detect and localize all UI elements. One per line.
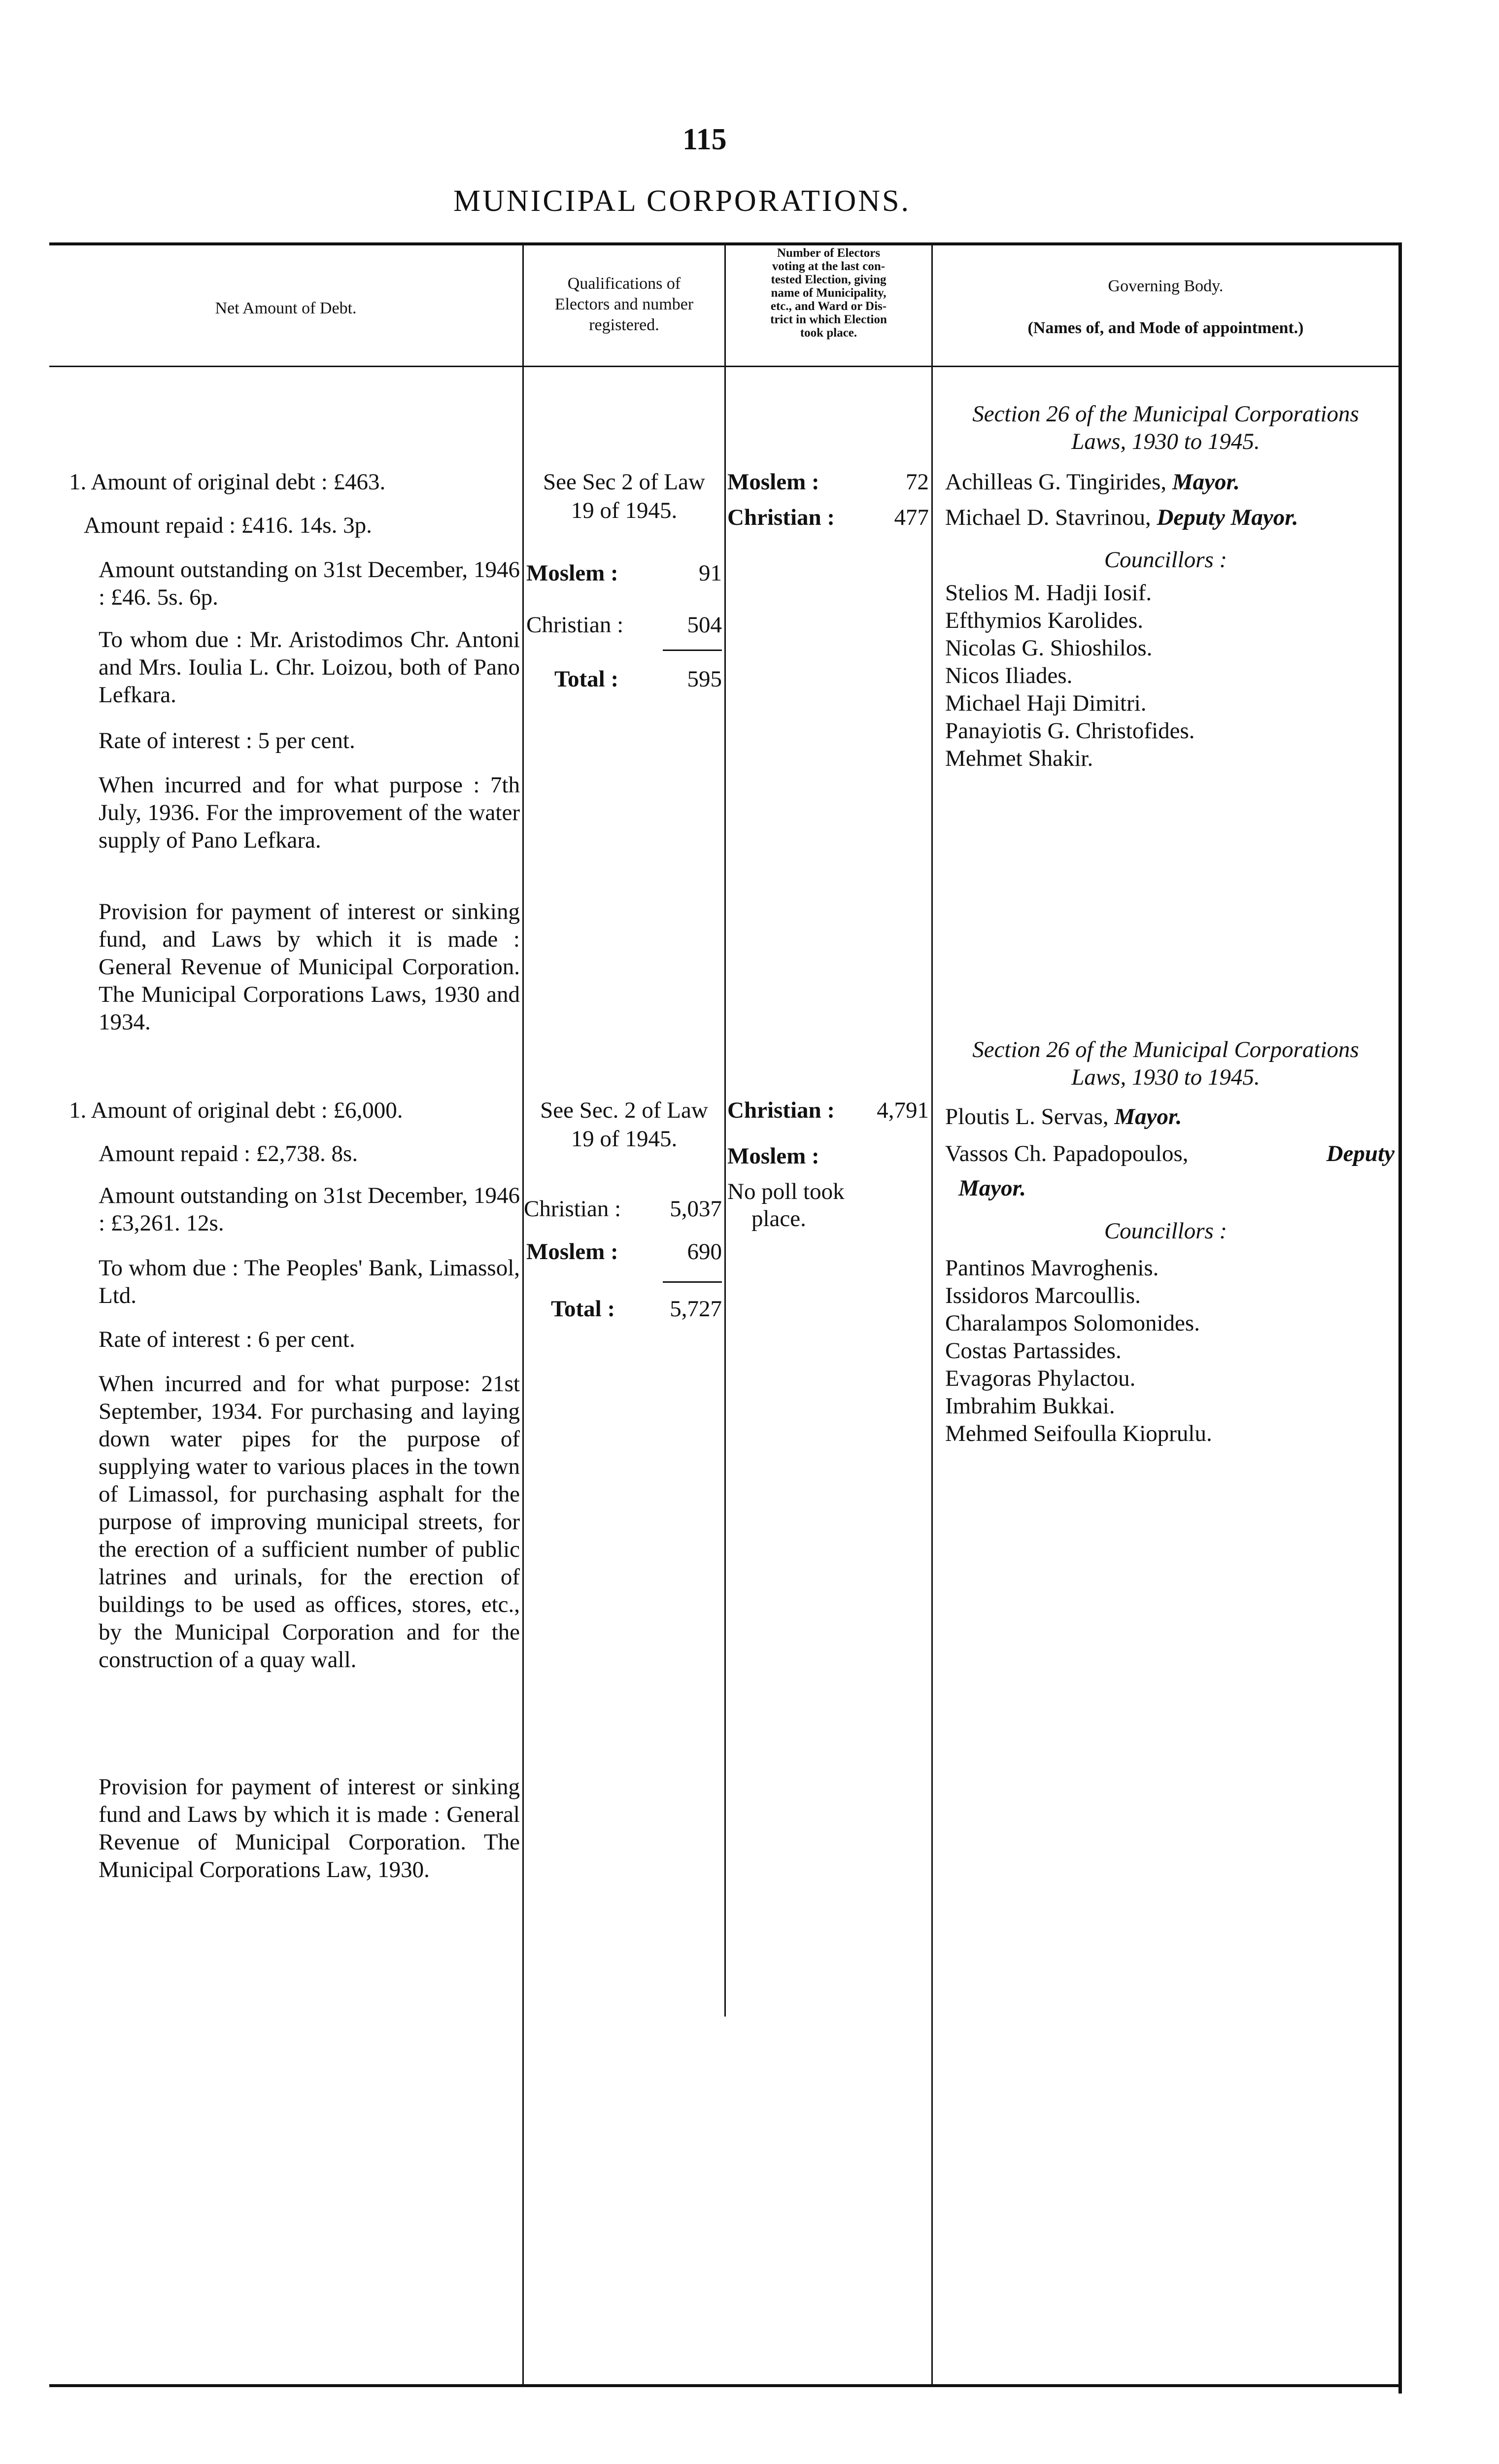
- qual-see-law: See Sec 2 of Law: [543, 469, 705, 495]
- qual-total-label: Total :: [551, 1296, 615, 1322]
- debt-provision: Provision for payment of interest or sinking fund, and Laws by which it is made : General Revenue of Municipal Corporation. The Municipal Corporations Laws, 1930 and 1934.: [99, 899, 520, 1035]
- qual-total-value: 595: [687, 666, 722, 692]
- gov-deputy: [945, 504, 1298, 531]
- header-voters-line: tested Election, giving: [771, 273, 886, 286]
- councillor: Issidoros Marcoullis.: [945, 1283, 1141, 1308]
- gov-mayor-name: Achilleas G. Tingirides,: [945, 469, 1167, 495]
- header-voters-line: trict in which Election: [770, 313, 887, 326]
- gov-mayor-name: Ploutis L. Servas,: [945, 1104, 1109, 1129]
- gov-deputy-role-2: Mayor.: [958, 1175, 1026, 1201]
- voters-christian-value: 4,791: [877, 1097, 929, 1123]
- qual-row-label: Moslem :: [526, 560, 618, 586]
- qual-row-value: 690: [687, 1239, 722, 1265]
- total-rule: [663, 1281, 722, 1283]
- councillor: Mehmed Seifoulla Kioprulu.: [945, 1421, 1212, 1446]
- councillor: Imbrahim Bukkai.: [945, 1393, 1115, 1419]
- voters-moslem-label: Moslem :: [727, 1143, 819, 1169]
- gov-mayor: [945, 1103, 1182, 1130]
- councillor: Stelios M. Hadji Iosif.: [945, 580, 1152, 606]
- debt-original: 1. Amount of original debt : £463.: [69, 469, 386, 495]
- qual-see-law-2: 19 of 1945.: [571, 1126, 678, 1152]
- gov-section-line: Laws, 1930 to 1945.: [1071, 1064, 1260, 1090]
- voters-row-value: 72: [906, 469, 929, 495]
- debt-original: 1. Amount of original debt : £6,000.: [69, 1097, 403, 1123]
- header-voters: [726, 246, 931, 340]
- total-rule: [663, 650, 722, 651]
- header-voters-line: took place.: [800, 326, 857, 340]
- debt-whom: To whom due : The Peoples' Bank, Limassol, Ltd.: [99, 1255, 520, 1308]
- voters-row-label: Christian :: [727, 505, 835, 530]
- councillor: Costas Partassides.: [945, 1338, 1122, 1364]
- qual-row-label: Christian :: [524, 1196, 621, 1222]
- debt-when: When incurred and for what purpose : 7th July, 1936. For the improvement of the water supply of Pano Lefkara.: [99, 772, 520, 853]
- gov-councillors-list: [945, 1254, 1212, 1447]
- councillor: Mehmet Shakir.: [945, 746, 1093, 771]
- header-governing-sub: (Names of, and Mode of appointment.): [1027, 319, 1304, 337]
- councillor: Nicos Iliades.: [945, 663, 1073, 688]
- debt-outstanding: Amount outstanding on 31st December, 1946 : £3,261. 12s.: [99, 1183, 520, 1236]
- qual-row-value: 504: [687, 612, 722, 638]
- debt-whom: To whom due : Mr. Aristodimos Chr. Antoni and Mrs. Ioulia L. Chr. Loizou, both of Pano Lefkara.: [99, 627, 520, 708]
- councillor: Panayiotis G. Christofides.: [945, 718, 1195, 744]
- page-title: MUNICIPAL CORPORATIONS.: [453, 184, 911, 218]
- voters-no-poll-2: place.: [751, 1206, 806, 1232]
- table-bottom-rule: [49, 2384, 1400, 2387]
- gov-councillors-label: Councillors :: [1104, 1218, 1227, 1244]
- councillor: Efthymios Karolides.: [945, 608, 1144, 633]
- header-voters-line: etc., and Ward or Dis-: [770, 300, 887, 313]
- qual-row-label: Christian :: [526, 612, 624, 638]
- voters-christian-label: Christian :: [727, 1097, 835, 1123]
- gov-mayor-role: Mayor.: [1114, 1104, 1182, 1129]
- header-voters-line: name of Municipality,: [771, 286, 886, 300]
- debt-rate: Rate of interest : 6 per cent.: [99, 1327, 355, 1352]
- gov-councillors-list: [945, 579, 1195, 772]
- header-qual-line: Electors and number: [554, 295, 694, 313]
- gov-councillors-label: Councillors :: [1104, 547, 1227, 573]
- qual-row-value: 91: [699, 560, 722, 586]
- voters-no-poll: No poll took: [727, 1179, 845, 1204]
- councillor: Pantinos Mavroghenis.: [945, 1255, 1159, 1281]
- councillor: Charalampos Solomonides.: [945, 1310, 1200, 1336]
- gov-mayor: [945, 468, 1240, 496]
- qual-total-value: 5,727: [670, 1296, 722, 1322]
- header-voters-line: Number of Electors: [777, 246, 881, 260]
- debt-provision: Provision for payment of interest or sinking fund and Laws by which it is made : General Revenue of Municipal Corporation. The Municipal Corporations Law, 1930.: [99, 1774, 520, 1882]
- page-number: 115: [682, 123, 727, 156]
- gov-deputy-name: Vassos Ch. Papadopoulos,: [945, 1141, 1189, 1166]
- councillor: Michael Haji Dimitri.: [945, 690, 1147, 716]
- voters-row-value: 477: [894, 505, 929, 530]
- qual-see-law-2: 19 of 1945.: [571, 498, 678, 523]
- debt-when: When incurred and for what purpose: 21st September, 1934. For purchasing and laying down water pipes for the purpose of supplying water to various places in the town of Limassol, for purchasing asphalt for the purpose of improving municipal streets, for the erection of a sufficient number of public latrines and urinals, for the erection of buildings to be used as offices, stores, etc., by the Municipal Corporation and for the construction of a quay wall.: [99, 1371, 520, 1673]
- gov-section-line: Laws, 1930 to 1945.: [1071, 429, 1260, 454]
- qual-row-value: 5,037: [670, 1196, 722, 1222]
- header-qualifications: [524, 274, 724, 336]
- gov-deputy-name: Michael D. Stavrinou,: [945, 505, 1151, 530]
- table-right-border: [1398, 242, 1402, 2394]
- gov-deputy-role: Deputy: [1326, 1141, 1395, 1166]
- column-divider-2: [724, 242, 726, 2017]
- debt-rate: Rate of interest : 5 per cent.: [99, 728, 355, 753]
- header-governing: Governing Body.: [1108, 277, 1224, 295]
- debt-repaid: Amount repaid : £416. 14s. 3p.: [84, 513, 372, 538]
- header-voters-line: voting at the last con-: [772, 260, 886, 273]
- qual-see-law: See Sec. 2 of Law: [540, 1097, 708, 1123]
- councillor: Evagoras Phylactou.: [945, 1366, 1136, 1391]
- qual-row-label: Moslem :: [526, 1239, 618, 1265]
- qual-total-label: Total :: [554, 666, 619, 692]
- header-qual-line: registered.: [589, 316, 659, 334]
- gov-section-line: Section 26 of the Municipal Corporations: [972, 1037, 1359, 1062]
- header-qual-line: Qualifications of: [567, 274, 681, 293]
- councillor: Nicolas G. Shioshilos.: [945, 635, 1153, 661]
- header-debt: Net Amount of Debt.: [215, 299, 357, 317]
- gov-deputy-role: Deputy Mayor.: [1157, 505, 1298, 530]
- voters-row-label: Moslem :: [727, 469, 819, 495]
- debt-outstanding: Amount outstanding on 31st December, 1946 : £46. 5s. 6p.: [99, 557, 520, 610]
- debt-repaid: Amount repaid : £2,738. 8s.: [99, 1141, 358, 1166]
- column-divider-1: [522, 242, 524, 2384]
- gov-section-line: Section 26 of the Municipal Corporations: [972, 401, 1359, 427]
- gov-mayor-role: Mayor.: [1172, 469, 1240, 495]
